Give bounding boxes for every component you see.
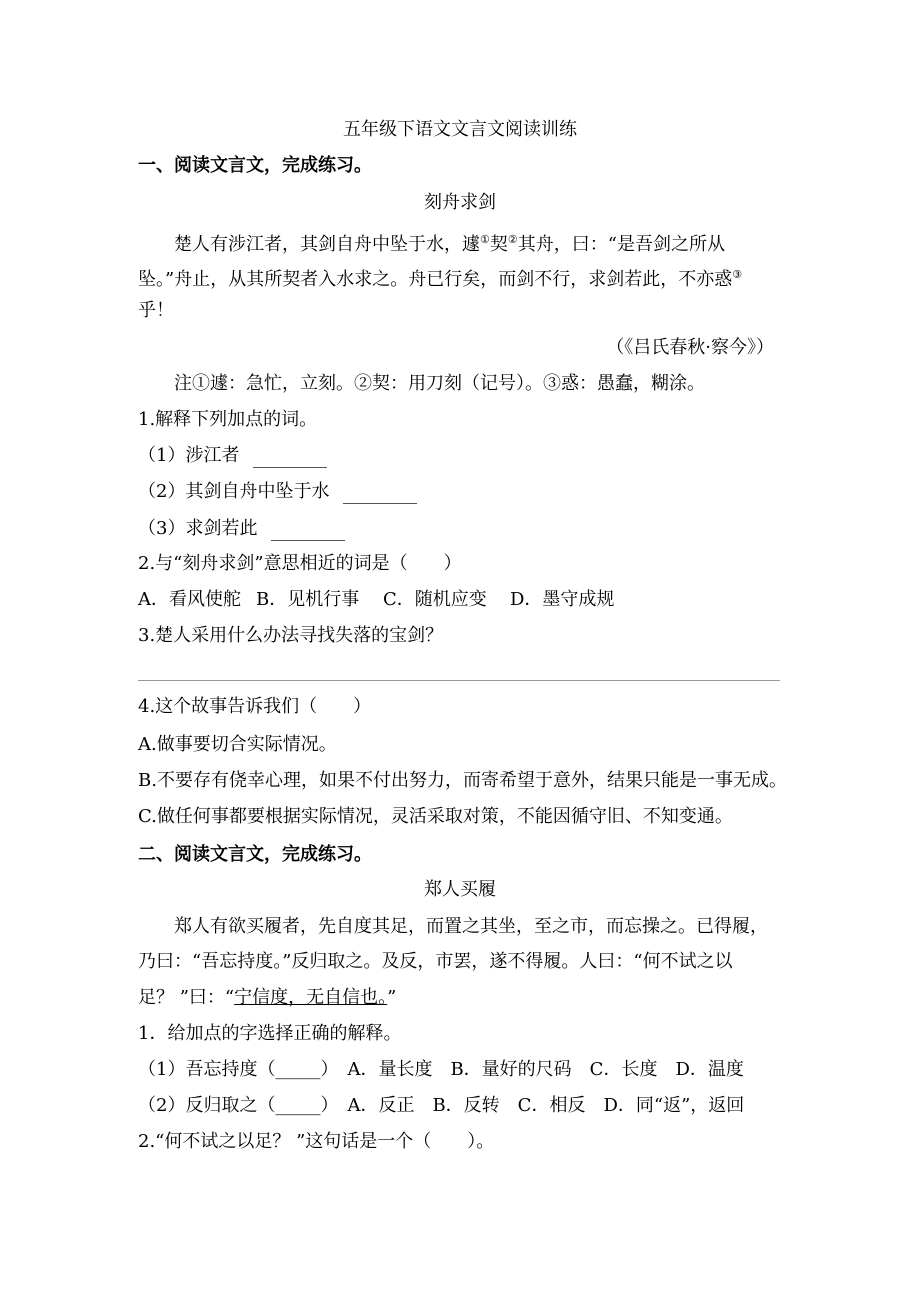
story2-title: 郑人买履 — [424, 879, 496, 900]
s1-q1-item: （3）求剑若此 — [138, 517, 345, 541]
story1-notes: 注①遽：急忙，立刻。②契：用刀刻（记号）。③惑：愚蠢，糊涂。 — [174, 373, 705, 394]
s1-q2-options — [138, 588, 614, 612]
s1-question1: 1.解释下列加点的词。 — [138, 409, 318, 430]
s2-q1-item: （2）反归取之（_____） A．反正 B．反转 C．相反 D．同“返”，返回 — [138, 1095, 745, 1116]
story1-title: 刻舟求剑 — [424, 192, 496, 213]
s2-question1: 1．给加点的字选择正确的解释。 — [138, 1023, 402, 1044]
option-b: B．见机行事 — [256, 589, 360, 610]
s1-q4-option-a: A.做事要切合实际情况。 — [138, 734, 337, 755]
story1-source: （《吕氏春秋·察今》） — [606, 337, 774, 358]
section2-heading: 二、阅读文言文，完成练习。 — [138, 844, 372, 865]
s1-q4-option-c: C.做任何事都要根据实际情况，灵活采取对策，不能因循守旧、不知变通。 — [138, 806, 733, 827]
page-title: 五年级下语文文言文阅读训练 — [343, 119, 577, 140]
s1-q4-option-b: B.不要存有侥幸心理，如果不付出努力，而寄希望于意外，结果只能是一事无成。 — [138, 770, 787, 791]
s1-question2: 2.与“刻舟求剑”意思相近的词是（ ） — [138, 553, 462, 574]
underlined-sentence: 宁信度，无自信也。 — [234, 987, 388, 1008]
s1-q1-item: （1）涉江者 — [138, 444, 327, 468]
answer-line[interactable] — [138, 680, 780, 681]
story1-paragraph-line3: 乎！ — [138, 300, 174, 321]
s2-q1-item: （1）吾忘持度（_____） A．量长度 B．量好的尺码 C．长度 D．温度 — [138, 1059, 744, 1080]
s1-question3: 3.楚人采用什么办法寻找失落的宝剑？ — [138, 625, 444, 646]
section1-heading: 一、阅读文言文，完成练习。 — [138, 155, 372, 176]
story1-paragraph-line2: 坠。”舟止，从其所契者入水求之。舟已行矣，而剑不行，求剑若此，不亦惑③ — [138, 268, 743, 290]
option-d: D．墨守成规 — [510, 589, 615, 610]
s1-question4: 4.这个故事告诉我们（ ） — [138, 696, 372, 717]
answer-blank[interactable] — [343, 485, 417, 504]
story2-paragraph-line1: 郑人有欲买履者，先自度其足，而置之其坐，至之市，而忘操之。已得履， — [174, 916, 768, 937]
option-c: C．随机应变 — [383, 589, 487, 610]
answer-blank[interactable] — [253, 449, 327, 468]
story2-paragraph-line3: 足？ ”曰：“宁信度，无自信也。” — [138, 987, 397, 1008]
s2-question2: 2.“何不试之以足？ ”这句话是一个（ ）。 — [138, 1131, 495, 1152]
story2-paragraph-line2: 乃曰：“吾忘持度。”反归取之。及反，市罢，遂不得履。人曰：“何不试之以 — [138, 951, 733, 972]
answer-blank[interactable] — [271, 522, 345, 541]
s1-q1-item: （2）其剑自舟中坠于水 — [138, 480, 417, 504]
option-a: A．看风使舵 — [138, 589, 241, 610]
story1-paragraph-line1: 楚人有涉江者，其剑自舟中坠于水，遽①契②其舟，曰：“是吾剑之所从 — [174, 233, 725, 255]
